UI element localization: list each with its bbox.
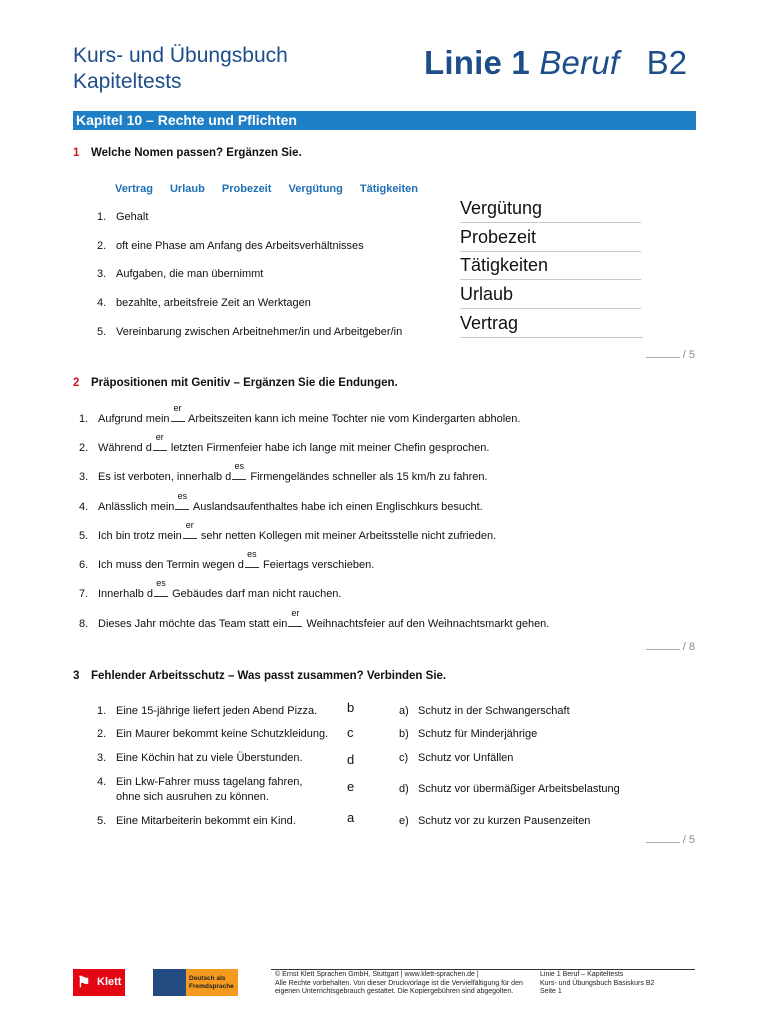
score-text: / 5 (682, 349, 695, 361)
ending-fill: es (247, 549, 257, 559)
item-number: 7. (79, 588, 89, 600)
word-box-item: Urlaub (169, 183, 205, 195)
task1-item (97, 240, 364, 252)
item-text: Dieses Jahr möchte das Team statt ein (98, 618, 288, 630)
footer-copyright (275, 971, 535, 997)
item-text: Eine Mitarbeiterin bekommt ein Kind. (116, 815, 296, 827)
task1-word-box (115, 183, 432, 195)
item-letter: e) (399, 815, 409, 827)
task2-item (79, 432, 490, 454)
item-text: Gehalt (116, 211, 149, 223)
ending-blank[interactable] (171, 403, 185, 422)
brand-name: Linie 1 (424, 44, 530, 81)
item-text: Feiertags verschieben. (259, 559, 375, 571)
item-number: 3. (97, 752, 107, 764)
item-text: Ich bin trotz mein (98, 530, 182, 542)
item-text: Schutz vor zu kurzen Pausenzeiten (418, 815, 591, 827)
task3-match-answer[interactable]: c (347, 725, 354, 740)
word-box-item: Vertrag (115, 183, 153, 195)
task3-match-answer[interactable]: b (347, 700, 355, 715)
task3-left-item (97, 728, 328, 740)
score-text: / 5 (682, 834, 695, 846)
book-info-line: Linie 1 Beruf – Kapiteltests (540, 971, 624, 978)
task3-left-item-cont: ohne sich ausruhen zu können. (116, 791, 269, 803)
item-text: Während d (98, 442, 152, 454)
task1-item (97, 268, 263, 280)
task1-heading (73, 147, 302, 159)
task2-number: 2 (73, 377, 80, 389)
task1-answer-field[interactable]: Vergütung (460, 197, 641, 223)
item-text: Schutz vor Unfällen (418, 752, 514, 764)
item-number: 3. (97, 268, 107, 280)
item-text: Schutz für Minderjährige (418, 728, 538, 740)
task1-item (97, 326, 402, 338)
item-letter: a) (399, 705, 409, 717)
klett-logo (73, 969, 125, 996)
item-text: letzten Firmenfeier habe ich lange mit meiner Chefin gesprochen. (167, 442, 490, 454)
score-text: / 8 (682, 641, 695, 653)
item-text: Anlässlich mein (98, 501, 175, 513)
item-text: Aufgrund mein (98, 413, 170, 425)
klett-k-icon: ⚑ (77, 974, 91, 991)
task3-left-item (97, 776, 302, 788)
item-text: Schutz in der Schwangerschaft (418, 705, 570, 717)
item-number: 1. (97, 211, 107, 223)
copyright-line: © Ernst Klett Sprachen GmbH, Stuttgart | www.klett-sprachen.de | (275, 971, 479, 978)
task1-item (97, 211, 148, 223)
task3-number: 3 (73, 670, 80, 682)
brand-beruf: Beruf (539, 44, 620, 81)
daf-line2: Fremdsprache (189, 982, 234, 990)
brand-level: B2 (646, 44, 688, 81)
task3-right-item (399, 783, 620, 795)
item-text: Es ist verboten, innerhalb d (98, 471, 232, 483)
item-text: Innerhalb d (98, 588, 154, 600)
task3-left-item (97, 705, 317, 717)
item-letter: c) (399, 752, 409, 764)
task2-heading (73, 377, 398, 389)
task3-right-item (399, 705, 570, 717)
footer-book-info (540, 971, 690, 997)
task3-match-answer[interactable]: e (347, 779, 355, 794)
ending-blank[interactable] (245, 549, 259, 568)
chapter-bar (73, 111, 696, 130)
item-number: 6. (79, 559, 89, 571)
task1-score (635, 349, 695, 361)
klett-label: Klett (97, 976, 122, 988)
item-number: 2. (97, 728, 107, 740)
item-number: 2. (97, 240, 107, 252)
task2-item (79, 608, 550, 630)
chapter-title: Kapitel 10 – Rechte und Pflichten (76, 112, 297, 128)
task2-score (635, 641, 695, 653)
ending-fill: es (234, 461, 245, 471)
task3-right-item (399, 728, 537, 740)
item-number: 3. (79, 471, 89, 483)
item-text: Eine Köchin hat zu viele Überstunden. (116, 752, 303, 764)
daf-logo-text (189, 975, 234, 990)
daf-line1: Deutsch als (189, 975, 226, 982)
ending-blank[interactable] (175, 491, 189, 510)
item-text: Vereinbarung zwischen Arbeitnehmer/in und Arbeitgeber/in (116, 326, 403, 338)
book-info-line: Kurs- und Übungsbuch Basiskurs B2 (540, 979, 655, 987)
ending-fill: es (156, 578, 166, 588)
ending-fill: es (177, 491, 188, 501)
item-text: Ich muss den Termin wegen d (98, 559, 244, 571)
ending-fill: er (173, 403, 182, 413)
task2-item (79, 549, 375, 571)
copyright-line: eigenen Unterrichtsgebrauch gestattet. Die Kopiergebühren sind abgegolten. (275, 988, 514, 995)
item-text: Aufgaben, die man übernimmt (116, 268, 264, 280)
task3-match-answer[interactable]: a (347, 810, 355, 825)
item-text: Firmengeländes schneller als 15 km/h zu fahren. (247, 471, 488, 483)
item-text: Ein Maurer bekommt keine Schutzkleidung. (116, 728, 329, 740)
item-text: Ein Lkw-Fahrer muss tagelang fahren, (116, 776, 303, 788)
ending-fill: er (291, 608, 300, 618)
brand-logo (424, 44, 687, 82)
task1-answer-field[interactable]: Probezeit (460, 226, 641, 252)
ending-blank[interactable] (288, 608, 302, 627)
item-number: 1. (97, 705, 107, 717)
task2-item (79, 520, 497, 542)
item-number: 2. (79, 442, 89, 454)
document-title (73, 43, 288, 95)
task1-answer-field[interactable]: Urlaub (460, 283, 641, 309)
task3-instruction: Fehlender Arbeitsschutz – Was passt zusammen? Verbinden Sie. (91, 670, 447, 682)
item-text: Auslandsaufenthaltes habe ich einen Englischkurs besucht. (190, 501, 483, 513)
task3-match-answer[interactable]: d (347, 752, 355, 767)
item-number: 8. (79, 618, 89, 630)
ending-blank[interactable] (183, 520, 197, 539)
task3-left-item (97, 752, 303, 764)
task1-item (97, 297, 311, 309)
task3-right-item (399, 752, 513, 764)
task3-right-item (399, 815, 590, 827)
ending-blank[interactable] (232, 461, 246, 480)
item-text: Weihnachtsfeier auf den Weihnachtsmarkt gehen. (303, 618, 550, 630)
document-title-line1: Kurs- und Übungsbuch (73, 44, 288, 67)
daf-logo (153, 969, 238, 996)
item-letter: d) (399, 783, 409, 795)
document-title-line2: Kapiteltests (73, 70, 182, 93)
task2-item (79, 578, 342, 600)
task2-item (79, 403, 521, 425)
item-number: 5. (97, 326, 107, 338)
item-text: Schutz vor übermäßiger Arbeitsbelastung (418, 783, 620, 795)
task1-answer-field[interactable]: Tätigkeiten (460, 254, 641, 280)
ending-blank[interactable] (153, 432, 167, 451)
item-text: sehr netten Kollegen mit meiner Arbeitsstelle nicht zufrieden. (197, 530, 497, 542)
item-number: 4. (97, 297, 107, 309)
item-text: Eine 15-jährige liefert jeden Abend Pizza. (116, 705, 318, 717)
page-number: Seite 1 (540, 988, 562, 995)
item-number: 4. (97, 776, 107, 788)
word-box-item: Tätigkeiten (359, 183, 418, 195)
copyright-line: Alle Rechte vorbehalten. Von dieser Druckvorlage ist die Vervielfältigung für den (275, 979, 523, 987)
task1-number: 1 (73, 147, 80, 159)
footer-rule (271, 969, 695, 970)
item-text: bezahlte, arbeitsfreie Zeit an Werktagen (116, 297, 311, 309)
item-number: 5. (79, 530, 89, 542)
item-number: 4. (79, 501, 89, 513)
item-number: 5. (97, 815, 107, 827)
item-text: Gebäudes darf man nicht rauchen. (169, 588, 342, 600)
ending-fill: er (155, 432, 164, 442)
word-box-item: Vergütung (288, 183, 343, 195)
word-box-item: Probezeit (221, 183, 272, 195)
task1-answer-field[interactable]: Vertrag (460, 312, 643, 338)
item-text: oft eine Phase am Anfang des Arbeitsverhältnisses (116, 240, 364, 252)
task3-left-item (97, 815, 296, 827)
item-number: 1. (79, 413, 89, 425)
task2-instruction: Präpositionen mit Genitiv – Ergänzen Sie die Endungen. (91, 377, 398, 389)
task2-item (79, 461, 488, 483)
item-text: Arbeitszeiten kann ich meine Tochter nie vom Kindergarten abholen. (185, 413, 521, 425)
item-letter: b) (399, 728, 409, 740)
task3-heading (73, 670, 446, 682)
ending-fill: er (185, 520, 194, 530)
ending-blank[interactable] (154, 578, 168, 597)
task2-item (79, 491, 483, 513)
task3-score (635, 834, 695, 846)
task1-instruction: Welche Nomen passen? Ergänzen Sie. (91, 147, 302, 159)
